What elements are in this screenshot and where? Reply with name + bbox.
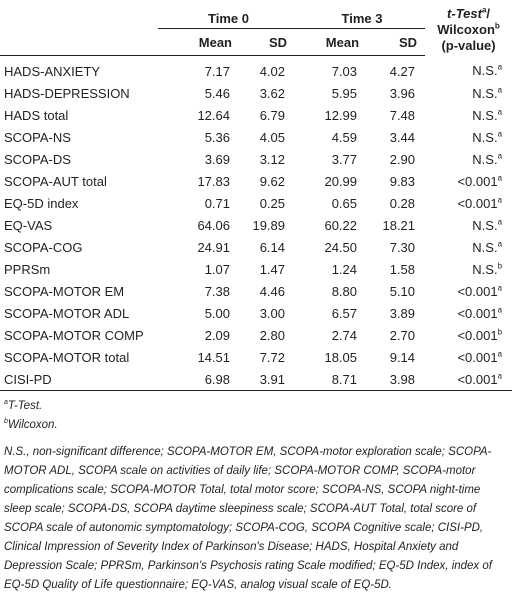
footnote-b-mark: b (4, 418, 8, 426)
sd-time0-cell: 6.14 (259, 239, 286, 255)
footnote-a (4, 397, 508, 416)
sd-time0-cell: 3.00 (259, 305, 286, 321)
row-label: SCOPA-AUT total (4, 173, 107, 189)
pvalue-text: <0.001 (457, 305, 498, 321)
mean-time0-cell: 0.71 (204, 195, 230, 211)
table-row (0, 214, 512, 236)
sd-time3-cell: 1.58 (389, 261, 416, 277)
sd-time3-cell: 2.70 (389, 327, 416, 343)
table-row (0, 192, 512, 214)
test-type-mark: a (497, 371, 503, 381)
mean-time0-cell: 3.69 (204, 151, 230, 167)
ttest-label: t-Test (447, 5, 482, 21)
row-label: SCOPA-NS (4, 129, 71, 145)
test-type-mark: a (497, 85, 503, 95)
sd-time3-cell: 3.98 (367, 368, 425, 391)
sd-time3-cell: 18.21 (382, 217, 416, 233)
table-row (0, 236, 512, 258)
sd-time3-cell: 3.96 (389, 85, 416, 101)
pvalue-text: N.S. (472, 107, 498, 123)
mean-time3-cell: 5.95 (331, 85, 358, 101)
row-label: SCOPA-MOTOR total (4, 349, 130, 365)
pvalue-cell (425, 56, 512, 83)
row-label: EQ-5D index (4, 195, 79, 211)
pvalue-text: N.S. (472, 261, 498, 277)
pvalue-text: N.S. (472, 151, 498, 167)
pvalue-text: <0.001 (457, 173, 498, 189)
test-type-mark: a (497, 349, 503, 359)
pvalue-cell (425, 302, 512, 324)
table-row (0, 56, 512, 83)
mean-time3-cell: 24.50 (324, 239, 358, 255)
sd-time0-cell: 9.62 (259, 173, 286, 189)
mean-time0-cell: 24.91 (197, 239, 230, 255)
sd-time0-cell: 1.47 (259, 261, 286, 277)
mean-time3-cell: 12.99 (324, 107, 358, 123)
sd-time3-cell: 0.28 (389, 195, 416, 211)
pvalue-text: N.S. (472, 85, 498, 101)
test-type-mark: b (497, 261, 503, 271)
table-row (0, 170, 512, 192)
table-footnotes (0, 391, 512, 595)
table-row (0, 346, 512, 368)
pvalue-text: <0.001 (457, 327, 498, 343)
table-row (0, 148, 512, 170)
mean-time0-cell: 6.98 (158, 368, 240, 391)
abbreviations-note: N.S., non-significant difference; SCOPA-MOTOR EM, SCOPA-motor exploration scale; SCOPA-MOTOR ADL, SCOPA scale on activities of daily life; SCOPA-MOTOR COMP, SCOPA-motor complications scale; SCOPA-MOTOR Total, total motor score; SCOPA-NS, SCOPA night-time sleep scale; SCOPA-DS, SCOPA daytime sleepiness scale; SCOPA-AUT Total, total score of SCOPA scale of autonomic symptomatology; SCOPA-COG, SCOPA Cognitive scale; CISI-PD, Clinical Impression of Severity Index of Parkinson's Disease; HADS, Hospital Anxiety and Depression Scale; PPRSm, Parkinson's Psychosis rating Scale modified; EQ-5D Index, index of EQ-5D Quality of Life questionnaire; EQ-VAS, analog visual scale of EQ-5D. (4, 446, 492, 591)
pvalue-text: <0.001 (457, 371, 498, 387)
test-type-mark: a (497, 151, 503, 161)
time0-header: Time 0 (208, 11, 249, 26)
sd-header-time3: SD (367, 29, 425, 56)
sd-time3-cell: 3.44 (389, 129, 416, 145)
test-type-mark: a (497, 107, 503, 117)
mean-time0-cell: 64.06 (197, 217, 230, 233)
header-blank-2 (0, 29, 158, 56)
test-type-mark: a (497, 173, 503, 183)
row-label: SCOPA-COG (4, 239, 83, 255)
mean-time0-cell: 5.46 (204, 85, 230, 101)
mean-time3-cell: 2.74 (331, 327, 358, 343)
sd-time0-cell: 7.72 (259, 349, 286, 365)
table-row (0, 324, 512, 346)
test-type-mark: a (497, 283, 503, 293)
pvalue-text: <0.001 (457, 195, 498, 211)
sd-time3-cell: 5.10 (389, 283, 416, 299)
mean-time3-cell: 6.57 (331, 305, 358, 321)
sd-time0-cell: 2.80 (259, 327, 286, 343)
row-label: CISI-PD (0, 368, 158, 391)
wilcoxon-sup-b: b (494, 21, 500, 31)
sd-time0-cell: 4.05 (259, 129, 286, 145)
mean-time3-cell: 8.80 (331, 283, 358, 299)
mean-time3-cell: 60.22 (324, 217, 358, 233)
pvalue-text: <0.001 (457, 349, 498, 365)
pvalue-cell (425, 82, 512, 104)
footnote-b (4, 416, 508, 435)
mean-time3-cell: 8.71 (299, 368, 367, 391)
test-type-mark: a (497, 129, 503, 139)
table-row (0, 126, 512, 148)
mean-time3-cell: 0.65 (331, 195, 358, 211)
pvalue-cell (425, 192, 512, 214)
row-label: SCOPA-DS (4, 151, 71, 167)
pvalue-cell (425, 258, 512, 280)
mean-time0-cell: 7.17 (204, 63, 230, 79)
mean-time3-cell: 18.05 (324, 349, 358, 365)
time3-header: Time 3 (341, 11, 383, 26)
pvalue-cell (425, 214, 512, 236)
mean-header-time0: Mean (158, 29, 240, 56)
table-row (0, 82, 512, 104)
test-type-mark: a (497, 217, 503, 227)
mean-time3-cell: 3.77 (331, 151, 358, 167)
sd-time3-cell: 9.83 (389, 173, 416, 189)
pvalue-cell (425, 126, 512, 148)
test-type-mark: b (497, 327, 503, 337)
pvalue-text: N.S. (472, 217, 498, 233)
pvalue-cell (425, 104, 512, 126)
sd-time0-cell: 3.12 (259, 151, 286, 167)
row-label: PPRSm (4, 261, 51, 277)
footnote-a-mark: a (4, 399, 8, 407)
sd-time3-cell: 2.90 (389, 151, 416, 167)
sd-time3-cell: 3.89 (389, 305, 416, 321)
table-row (0, 258, 512, 280)
table-row (0, 280, 512, 302)
mean-time3-cell: 20.99 (324, 173, 358, 189)
sd-time0-cell: 4.46 (259, 283, 286, 299)
row-label: HADS-ANXIETY (4, 63, 101, 79)
mean-time0-cell: 12.64 (197, 107, 230, 123)
footnote-a-text: T-Test. (7, 400, 43, 412)
sd-time3-cell: 7.30 (389, 239, 416, 255)
sd-time3-cell: 7.48 (389, 107, 416, 123)
test-type-mark: a (497, 305, 503, 315)
mean-time0-cell: 2.09 (204, 327, 230, 343)
pvalue-cell (425, 170, 512, 192)
row-label: SCOPA-MOTOR COMP (4, 327, 144, 343)
footnote-b-text: Wilcoxon. (7, 419, 58, 431)
row-label: SCOPA-MOTOR ADL (4, 305, 130, 321)
sd-time3-cell: 9.14 (389, 349, 416, 365)
table-row (0, 104, 512, 126)
sd-time0-cell: 0.25 (259, 195, 286, 211)
mean-time0-cell: 17.83 (197, 173, 230, 189)
ttest-slash: / (486, 5, 491, 21)
ttest-header (425, 0, 512, 56)
test-type-mark: a (497, 239, 503, 249)
mean-time0-cell: 5.36 (204, 129, 230, 145)
sd-time0-cell: 3.62 (259, 85, 286, 101)
mean-time0-cell: 5.00 (204, 305, 230, 321)
pvalue-cell (425, 324, 512, 346)
header-blank (0, 0, 158, 29)
pvalue-cell (425, 368, 512, 391)
row-label: HADS-DEPRESSION (4, 85, 130, 101)
sd-time3-cell: 4.27 (389, 63, 416, 79)
mean-time3-cell: 1.24 (331, 261, 358, 277)
pvalue-text: <0.001 (457, 283, 498, 299)
sd-time0-cell: 6.79 (259, 107, 286, 123)
mean-time3-cell: 4.59 (331, 129, 358, 145)
pvalue-text: N.S. (472, 129, 498, 145)
row-label: SCOPA-MOTOR EM (4, 283, 125, 299)
pvalue-cell (425, 236, 512, 258)
mean-time0-cell: 14.51 (197, 349, 230, 365)
row-label: EQ-VAS (4, 217, 53, 233)
pvalue-text: N.S. (472, 239, 498, 255)
test-type-mark: a (497, 195, 503, 205)
sd-time0-cell: 4.02 (259, 63, 286, 79)
pvalue-text: N.S. (472, 63, 498, 79)
mean-header-time3: Mean (299, 29, 367, 56)
mean-time0-cell: 7.38 (204, 283, 230, 299)
pvalue-cell (425, 148, 512, 170)
ttest-sup-a: a (481, 5, 487, 15)
pvalue-cell (425, 346, 512, 368)
table-row (0, 302, 512, 324)
sd-time0-cell: 19.89 (252, 217, 286, 233)
sd-header-time0: SD (240, 29, 299, 56)
row-label: HADS total (4, 107, 69, 123)
test-type-mark: a (497, 62, 503, 72)
pvalue-label: (p-value) (441, 37, 496, 53)
mean-time3-cell: 7.03 (331, 63, 358, 79)
table-row (0, 368, 512, 391)
pvalue-cell (425, 280, 512, 302)
wilcoxon-label: Wilcoxon (437, 21, 495, 37)
sd-time0-cell: 3.91 (240, 368, 299, 391)
mean-time0-cell: 1.07 (204, 261, 230, 277)
